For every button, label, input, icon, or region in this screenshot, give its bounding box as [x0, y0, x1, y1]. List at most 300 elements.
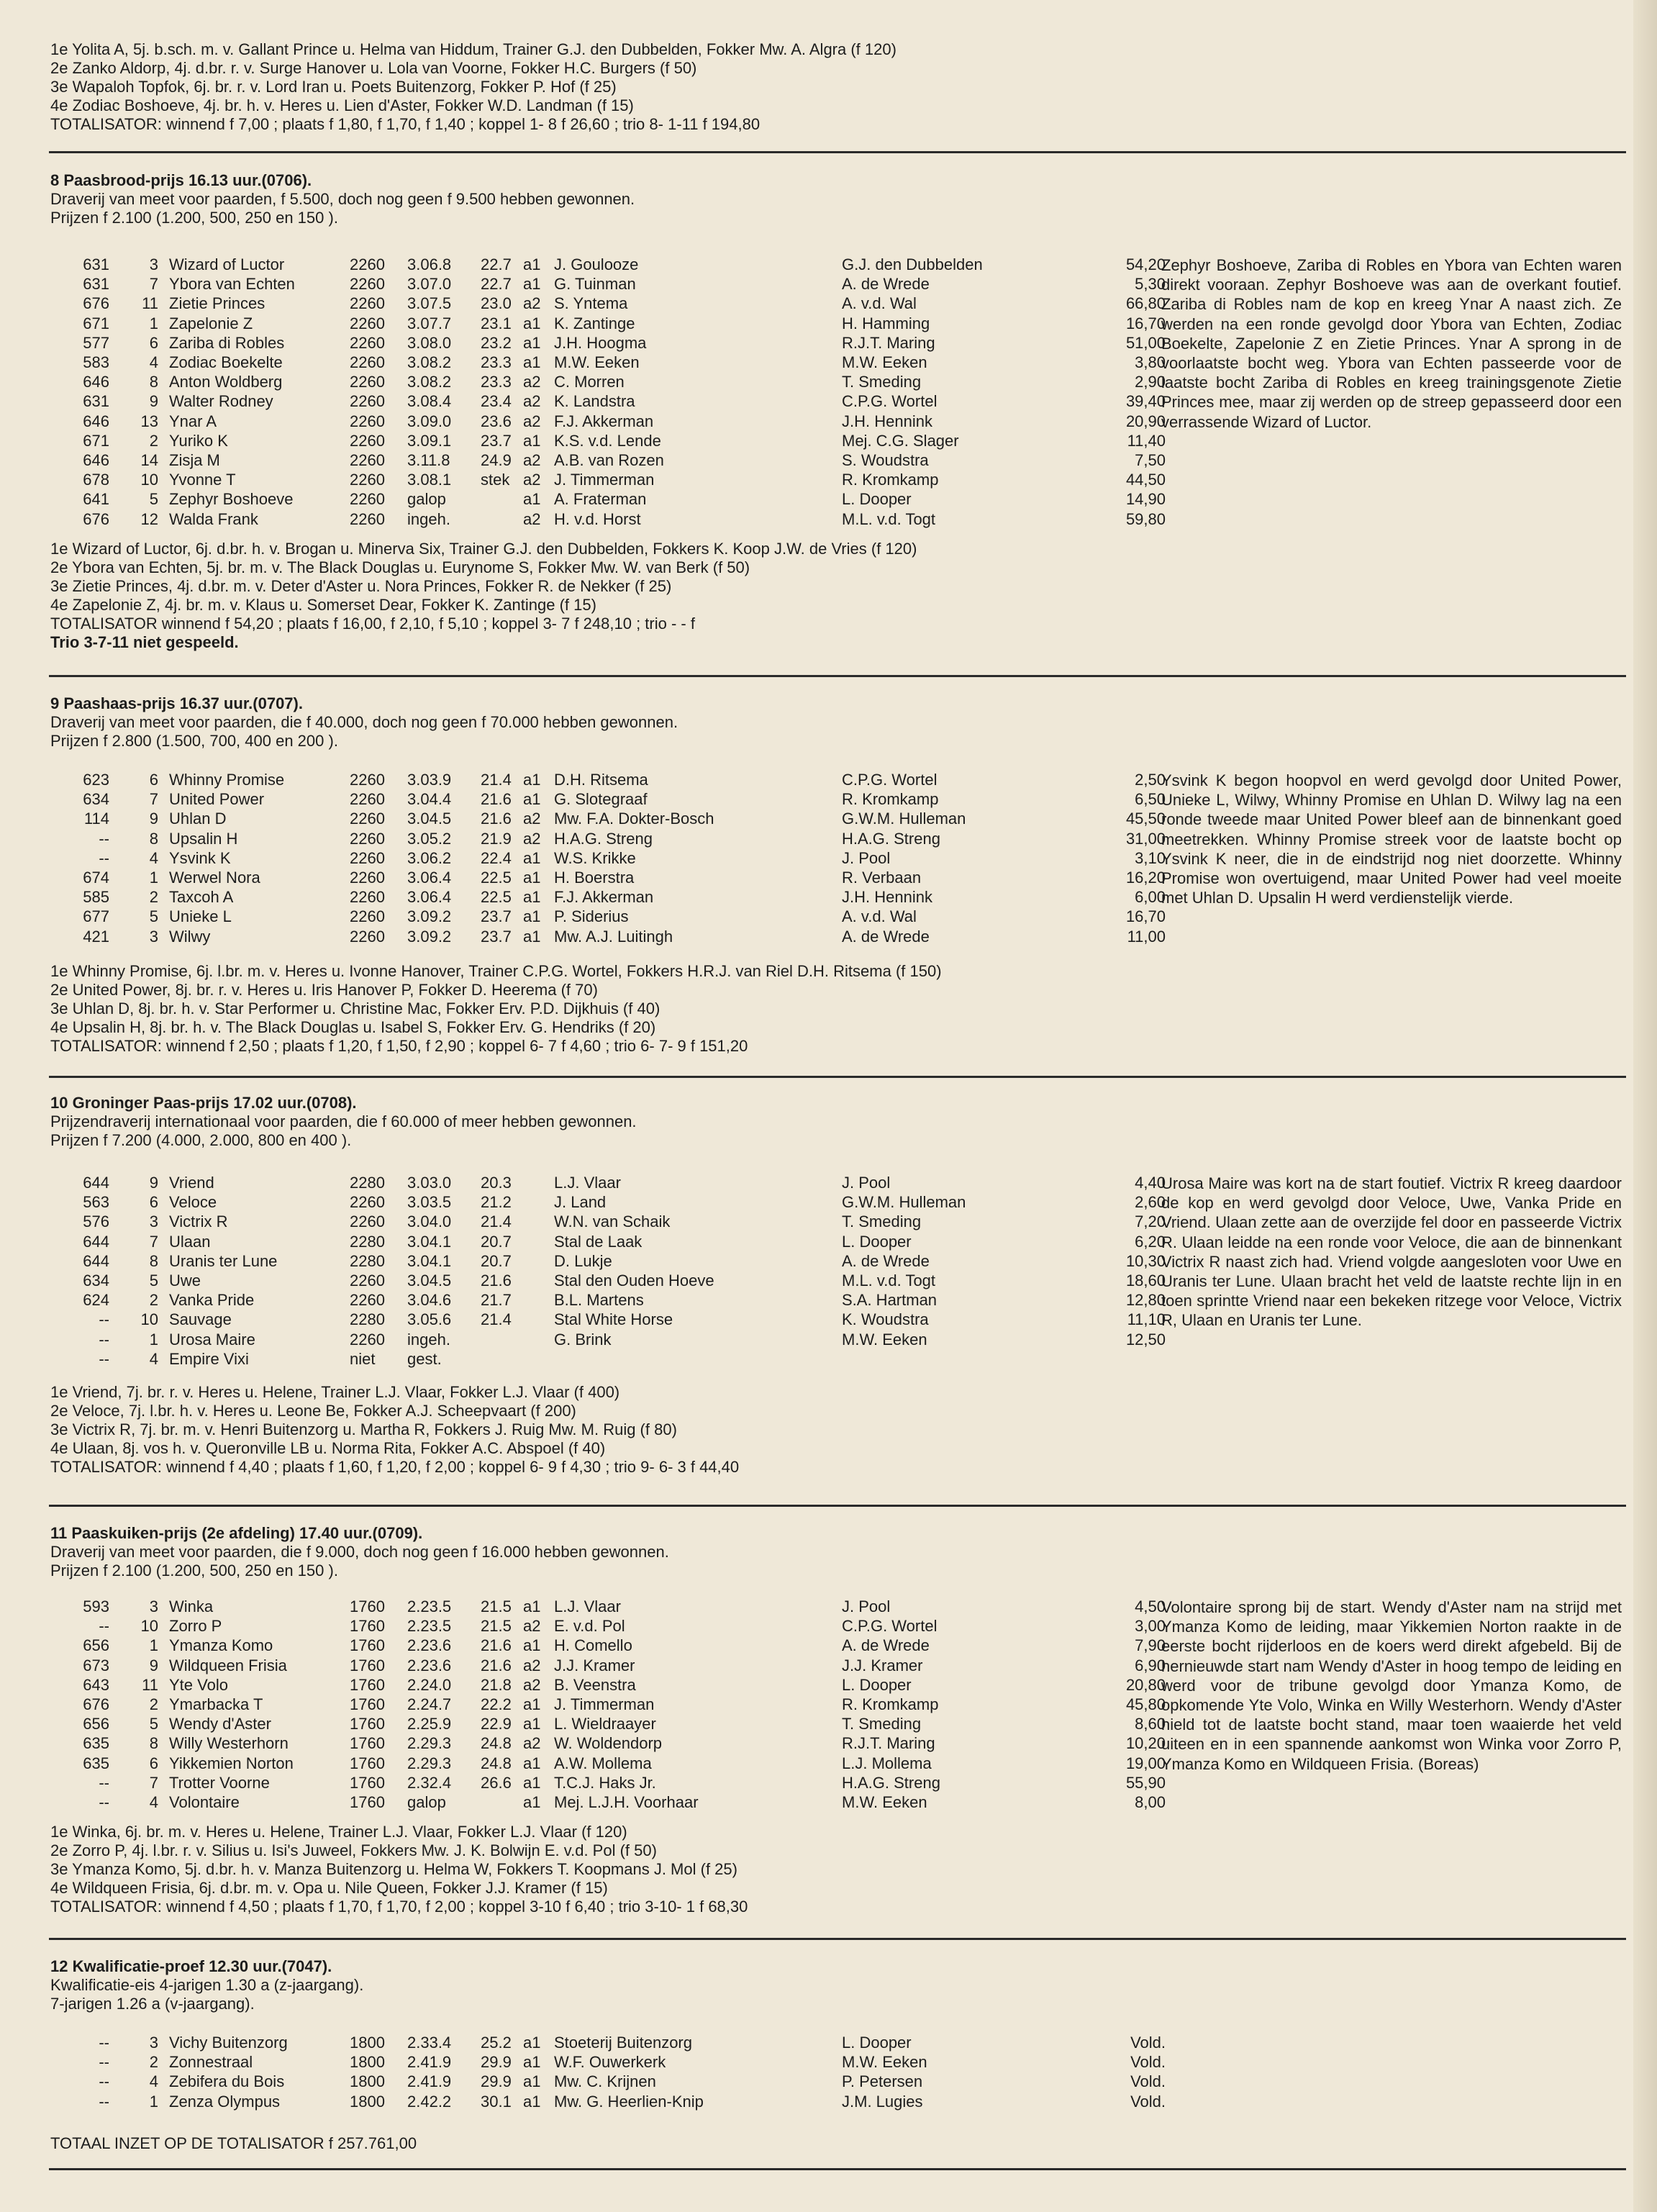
class: a1: [523, 869, 541, 887]
class: a1: [523, 353, 541, 371]
trainer: G.J. den Dubbelden: [842, 255, 983, 273]
class: a2: [523, 509, 541, 528]
odds: 51,00: [1125, 333, 1166, 352]
start-number: 11: [142, 294, 158, 313]
start-number: 10: [140, 471, 158, 489]
trainer: J.M. Lugies: [842, 2092, 923, 2111]
odds: 44,50: [1125, 471, 1166, 489]
class: a2: [523, 451, 541, 469]
distance: 2280: [350, 1251, 385, 1270]
horse-name: Walter Rodney: [169, 392, 273, 411]
driver: Stal de Laak: [554, 1232, 643, 1251]
start-number: 14: [140, 451, 158, 469]
time: 2.23.6: [407, 1656, 452, 1674]
class: a2: [523, 1675, 541, 1694]
horse-name: Uranis ter Lune: [169, 1251, 278, 1270]
odds: 45,50: [1125, 810, 1166, 828]
class: a1: [523, 2072, 541, 2091]
start-number: 1: [149, 2092, 158, 2111]
driver: H. Boerstra: [554, 869, 635, 887]
trainer: J.H. Hennink: [842, 888, 932, 907]
horse-name: Ulaan: [169, 1232, 211, 1251]
trainer: J. Pool: [842, 1174, 891, 1192]
driver: Mw. C. Krijnen: [554, 2072, 656, 2091]
trainer: M.W. Eeken: [842, 1330, 927, 1348]
prev-ref: 646: [83, 451, 109, 469]
trainer: M.W. Eeken: [842, 2053, 927, 2072]
prev-ref: 624: [83, 1291, 109, 1310]
start-number: 4: [149, 1349, 158, 1368]
km-time: 21.6: [481, 810, 512, 828]
trainer: R.J.T. Maring: [842, 333, 935, 352]
km-time: 29.9: [481, 2072, 512, 2091]
odds: 2,60: [1135, 1193, 1166, 1212]
odds: 18,60: [1125, 1272, 1166, 1289]
start-number: 7: [149, 275, 158, 294]
odds: 10,20: [1125, 1734, 1166, 1753]
distance: 2280: [350, 1232, 385, 1251]
prev-ref: --: [99, 1310, 109, 1329]
distance: 2260: [350, 314, 385, 332]
odds: 20,90: [1125, 412, 1166, 430]
result-line: TOTALISATOR: winnend f 2,50 ; plaats f 1,20, f 1,50, f 2,90 ; koppel 6- 7 f 4,60 ; trio 6- 7- 9 f 151,20: [50, 1037, 748, 1055]
km-time: 21.5: [481, 1617, 512, 1636]
time: 2.23.6: [407, 1636, 452, 1655]
time: 2.32.4: [407, 1773, 452, 1792]
distance: 1760: [350, 1597, 385, 1615]
result-line: 2e Zorro P, 4j. l.br. r. v. Silius u. Isi's Juweel, Fokkers Mw. J. K. Bolwijn E. v.d. Pol (f 50): [50, 1841, 657, 1859]
time: 3.03.9: [407, 771, 452, 789]
driver: L.J. Vlaar: [554, 1597, 621, 1615]
start-number: 3: [149, 927, 158, 946]
race-commentary: Urosa Maire was kort na de start foutief. Victrix R kreeg daardoor de kop en werd gevolgd door Veloce, Uwe, Vanka Pride en Vriend. Ulaan zette aan de overzijde fel door en passeerde Victrix R. Ulaan leidde na een ronde voor Veloce, die aan de binnenkant Victrix R naast zich had. Vriend volgde aangesloten voor Uwe en Uranis ter Lune. Ulaan bracht het veld de laatste rechte lijn in en toen sprintte Vriend naar een bekeken ritzege voor Veloce, Victrix R, Ulaan en Uranis ter Lune.: [1161, 1174, 1622, 1330]
driver: C. Morren: [554, 373, 625, 391]
prev-ref: --: [99, 1793, 109, 1811]
class: a1: [523, 1597, 541, 1615]
km-time: 21.9: [481, 829, 512, 848]
prev-ref: 676: [83, 509, 109, 528]
driver: Stal den Ouden Hoeve: [554, 1272, 714, 1289]
page-edge: [1633, 0, 1657, 2212]
driver: D. Lukje: [554, 1251, 612, 1270]
odds: 16,20: [1125, 869, 1166, 887]
distance: 2260: [350, 412, 385, 430]
time: 3.03.5: [407, 1193, 452, 1212]
distance: 1760: [350, 1793, 385, 1811]
horse-name: Walda Frank: [169, 509, 258, 528]
horse-name: Yvonne T: [169, 471, 236, 489]
start-number: 2: [149, 2053, 158, 2072]
class: a1: [523, 1793, 541, 1811]
horse-name: Volontaire: [169, 1793, 240, 1811]
distance: 2260: [350, 509, 385, 528]
start-number: 3: [149, 1597, 158, 1615]
km-time: 23.3: [481, 373, 512, 391]
horse-name: Taxcoh A: [169, 888, 234, 907]
distance: 1800: [350, 2072, 385, 2091]
race-commentary: Zephyr Boshoeve, Zariba di Robles en Ybora van Echten waren direkt vooraan. Zephyr Boshoeve was aan de overkant foutief. Zariba di Robles nam de kop en kreeg Ynar A naast zich. Ze werden na een ronde gevolgd door Ybora van Echten, Zodiac Boekelte, Zapelonie Z en Zietie Princes. Ynar A sprong in de voorlaatste bocht weg. Ybora van Echten passeerde voor de laatste bocht Zariba di Robles en kreeg trainingsgenote Zietie Princes mee, maar zij werden op de streep gepasseerd door een verrassende Wizard of Luctor.: [1161, 256, 1622, 431]
distance: 1800: [350, 2092, 385, 2111]
time: 3.04.5: [407, 1272, 452, 1289]
result-line: 2e Ybora van Echten, 5j. br. m. v. The Black Douglas u. Eurynome S, Fokker Mw. W. van Berk (f 50): [50, 558, 750, 576]
trainer: T. Smeding: [842, 1212, 922, 1231]
horse-name: Zodiac Boekelte: [169, 353, 283, 371]
distance: 2260: [350, 392, 385, 411]
race-commentary: Ysvink K begon hoopvol en werd gevolgd door United Power, Unieke L, Wilwy, Whinny Promise en Uhlan D. Wilwy lag na een ronde tweede maar United Power bleef aan de binnenkant goed meetrekken. Whinny Promise streek voor de laatste bocht op Ysvink K neer, die in de eindstrijd nog niet doorzette. Whinny Promise won overtuigend, maar United Power had veel moeite met Uhlan D. Upsalin H werd verdienstelijk vierde.: [1161, 771, 1622, 907]
start-number: 5: [149, 490, 158, 509]
km-time: 21.6: [481, 1272, 512, 1289]
horse-name: Ybora van Echten: [169, 275, 295, 294]
distance: 2260: [350, 490, 385, 509]
odds: 12,80: [1125, 1291, 1166, 1310]
time: 3.04.4: [407, 790, 452, 809]
result-line: 3e Zietie Princes, 4j. d.br. m. v. Deter d'Aster u. Nora Princes, Fokker R. de Nekker (f 25): [50, 577, 672, 595]
prev-ref: --: [99, 829, 109, 848]
odds: 4,40: [1135, 1174, 1166, 1192]
horse-name: Unieke L: [169, 907, 232, 926]
trainer: G.W.M. Hulleman: [842, 1193, 966, 1212]
trainer: A. v.d. Wal: [842, 294, 917, 313]
distance: 1760: [350, 1734, 385, 1753]
start-number: 2: [149, 431, 158, 450]
trainer: L. Dooper: [842, 1675, 912, 1694]
race-description: Prijzen f 2.100 (1.200, 500, 250 en 150 ).: [50, 1561, 338, 1579]
horse-name: Zariba di Robles: [169, 333, 285, 352]
time: 3.06.4: [407, 869, 452, 887]
odds: 55,90: [1125, 1773, 1166, 1792]
driver: J. Timmerman: [554, 1695, 655, 1713]
odds: 16,70: [1125, 907, 1166, 926]
trainer: J.H. Hennink: [842, 412, 932, 430]
time: galop: [407, 1793, 446, 1811]
prev-ref: 678: [83, 471, 109, 489]
horse-name: Zapelonie Z: [169, 314, 253, 332]
start-number: 9: [149, 1174, 158, 1192]
time: 3.08.1: [407, 471, 452, 489]
time: 3.07.5: [407, 294, 452, 313]
result-line: 1e Wizard of Luctor, 6j. d.br. h. v. Brogan u. Minerva Six, Trainer G.J. den Dubbelden, Fokkers K. Koop J.W. de Vries (f 120): [50, 540, 917, 558]
prev-ref: 585: [83, 888, 109, 907]
horse-name: Ymarbacka T: [169, 1695, 263, 1713]
race-description: Draverij van meet voor paarden, f 5.500, doch nog geen f 9.500 hebben gewonnen.: [50, 190, 635, 208]
driver: F.J. Akkerman: [554, 412, 654, 430]
class: a2: [523, 471, 541, 489]
driver: Stal White Horse: [554, 1310, 673, 1329]
odds: Vold.: [1130, 2072, 1166, 2091]
prev-ref: 635: [83, 1734, 109, 1753]
distance: 2260: [350, 294, 385, 313]
time: 2.29.3: [407, 1734, 452, 1753]
driver: A.B. van Rozen: [554, 451, 664, 469]
distance: 2260: [350, 927, 385, 946]
intro-line: 3e Wapaloh Topfok, 6j. br. r. v. Lord Iran u. Poets Buitenzorg, Fokker P. Hof (f 25): [50, 78, 617, 96]
class: a1: [523, 2092, 541, 2111]
odds: 2,50: [1135, 771, 1166, 789]
result-line: TOTALISATOR: winnend f 4,40 ; plaats f 1,60, f 1,20, f 2,00 ; koppel 6- 9 f 4,30 ; trio 9- 6- 3 f 44,40: [50, 1458, 740, 1476]
trainer: M.L. v.d. Togt: [842, 1272, 936, 1289]
start-number: 3: [149, 2034, 158, 2052]
prev-ref: 635: [83, 1754, 109, 1772]
result-line: 2e United Power, 8j. br. r. v. Heres u. Iris Hanover P, Fokker D. Heerema (f 70): [50, 981, 598, 999]
km-time: 21.8: [481, 1675, 512, 1694]
start-number: 2: [149, 1291, 158, 1310]
odds: 3,80: [1135, 353, 1166, 371]
driver: B.L. Martens: [554, 1291, 644, 1310]
odds: 20,80: [1125, 1675, 1166, 1694]
start-number: 7: [149, 790, 158, 809]
prev-ref: --: [99, 2034, 109, 2052]
driver: W. Woldendorp: [554, 1734, 663, 1753]
time: 2.41.9: [407, 2053, 452, 2072]
distance: 2260: [350, 333, 385, 352]
trainer: A. v.d. Wal: [842, 907, 917, 926]
driver: W.S. Krikke: [554, 848, 636, 867]
time: 2.41.9: [407, 2072, 452, 2091]
section-divider: [49, 1076, 1626, 1078]
trainer: H. Hamming: [842, 314, 930, 332]
horse-name: Sauvage: [169, 1310, 232, 1329]
race-description: Draverij van meet voor paarden, die f 40.000, doch nog geen f 70.000 hebben gewonnen.: [50, 713, 678, 731]
km-time: 22.5: [481, 869, 512, 887]
horse-name: Zorro P: [169, 1617, 222, 1636]
trainer: H.A.G. Streng: [842, 829, 940, 848]
km-time: 30.1: [481, 2092, 512, 2111]
distance: 1760: [350, 1695, 385, 1713]
km-time: 21.6: [481, 790, 512, 809]
horse-name: Zebifera du Bois: [169, 2072, 285, 2091]
prev-ref: --: [99, 1330, 109, 1348]
result-line: 4e Ulaan, 8j. vos h. v. Queronville LB u. Norma Rita, Fokker A.C. Abspoel (f 40): [50, 1439, 606, 1457]
trainer: A. de Wrede: [842, 1636, 930, 1655]
horse-name: Willy Westerhorn: [169, 1734, 289, 1753]
odds: 6,50: [1135, 790, 1166, 809]
start-number: 12: [140, 509, 158, 528]
class: a2: [523, 1734, 541, 1753]
horse-name: Yuriko K: [169, 431, 228, 450]
distance: 1760: [350, 1715, 385, 1733]
driver: J. Timmerman: [554, 471, 655, 489]
start-number: 8: [149, 829, 158, 848]
trainer: R.J.T. Maring: [842, 1734, 935, 1753]
race-description: Prijzen f 7.200 (4.000, 2.000, 800 en 400 ).: [50, 1131, 352, 1149]
section-divider: [49, 1938, 1626, 1940]
odds: Vold.: [1130, 2034, 1166, 2052]
odds: Vold.: [1130, 2053, 1166, 2072]
time: 3.04.5: [407, 810, 452, 828]
prev-ref: 576: [83, 1212, 109, 1231]
class: a2: [523, 829, 541, 848]
class: a1: [523, 1636, 541, 1655]
time: 3.04.1: [407, 1232, 452, 1251]
start-number: 10: [140, 1310, 158, 1329]
odds: 3,10: [1135, 848, 1166, 867]
time: 3.08.2: [407, 373, 452, 391]
trainer: A. de Wrede: [842, 275, 930, 294]
class: a1: [523, 255, 541, 273]
class: a1: [523, 888, 541, 907]
trainer: C.P.G. Wortel: [842, 1617, 938, 1636]
intro-line: TOTALISATOR: winnend f 7,00 ; plaats f 1,80, f 1,70, f 1,40 ; koppel 1- 8 f 26,60 ; trio 8- 1-11 f 194,80: [50, 115, 761, 133]
horse-name: Wilwy: [169, 927, 211, 946]
driver: J.H. Hoogma: [554, 333, 647, 352]
race-title: 12 Kwalificatie-proef 12.30 uur.(7047).: [50, 1957, 332, 1975]
km-time: 21.4: [481, 1212, 512, 1231]
trainer: G.W.M. Hulleman: [842, 810, 966, 828]
class: a1: [523, 490, 541, 509]
km-time: stek: [481, 471, 510, 489]
trainer: R. Kromkamp: [842, 1695, 939, 1713]
class: a2: [523, 1656, 541, 1674]
odds: 11,10: [1127, 1310, 1166, 1329]
class: a1: [523, 848, 541, 867]
time: 3.07.0: [407, 275, 452, 294]
start-number: 13: [140, 412, 158, 430]
driver: W.F. Ouwerkerk: [554, 2053, 666, 2072]
prev-ref: --: [99, 2053, 109, 2072]
start-number: 3: [149, 255, 158, 273]
distance: 1760: [350, 1773, 385, 1792]
prev-ref: --: [99, 1773, 109, 1792]
driver: L. Wieldraayer: [554, 1715, 656, 1733]
prev-ref: 583: [83, 353, 109, 371]
prev-ref: --: [99, 2072, 109, 2091]
odds: 3,00: [1135, 1617, 1166, 1636]
driver: J. Goulooze: [554, 255, 639, 273]
distance: 1760: [350, 1656, 385, 1674]
driver: J. Land: [554, 1193, 607, 1212]
class: a1: [523, 1715, 541, 1733]
time: 2.29.3: [407, 1754, 452, 1772]
driver: A.W. Mollema: [554, 1754, 652, 1772]
section-divider: [49, 2168, 1626, 2170]
start-number: 4: [149, 353, 158, 371]
prev-ref: 623: [83, 771, 109, 789]
horse-name: Veloce: [169, 1193, 217, 1212]
driver: G. Tuinman: [554, 275, 636, 294]
km-time: 22.7: [481, 275, 512, 294]
odds: 14,90: [1125, 490, 1166, 509]
odds: 45,80: [1125, 1695, 1166, 1713]
distance: 2260: [350, 353, 385, 371]
prev-ref: 577: [83, 333, 109, 352]
trainer: L.J. Mollema: [842, 1754, 932, 1772]
km-time: 21.4: [481, 771, 512, 789]
distance: 2260: [350, 373, 385, 391]
time: 3.06.2: [407, 848, 452, 867]
trainer: T. Smeding: [842, 1715, 922, 1733]
distance: 2260: [350, 790, 385, 809]
distance: 2260: [350, 275, 385, 294]
trainer: Mej. C.G. Slager: [842, 431, 959, 450]
trainer: C.P.G. Wortel: [842, 392, 938, 411]
class: a2: [523, 1617, 541, 1636]
start-number: 2: [149, 1695, 158, 1713]
distance: 2260: [350, 810, 385, 828]
class: a2: [523, 810, 541, 828]
horse-name: Wizard of Luctor: [169, 255, 285, 273]
odds: 12,50: [1125, 1330, 1166, 1348]
trainer: A. de Wrede: [842, 1251, 930, 1270]
result-line: TOTALISATOR: winnend f 4,50 ; plaats f 1,70, f 1,70, f 2,00 ; koppel 3-10 f 6,40 ; trio 3-10- 1 f 68,30: [50, 1898, 748, 1916]
horse-name: United Power: [169, 790, 265, 809]
prev-ref: 646: [83, 373, 109, 391]
km-time: 22.7: [481, 255, 512, 273]
driver: H.A.G. Streng: [554, 829, 653, 848]
km-time: 21.2: [481, 1193, 512, 1212]
trainer: M.L. v.d. Togt: [842, 509, 936, 528]
intro-line: 1e Yolita A, 5j. b.sch. m. v. Gallant Prince u. Helma van Hiddum, Trainer G.J. den Dubbelden, Fokker Mw. A. Algra (f 120): [50, 40, 896, 58]
prev-ref: 634: [83, 790, 109, 809]
horse-name: Yikkemien Norton: [169, 1754, 294, 1772]
time: 3.05.2: [407, 829, 452, 848]
driver: Mej. L.J.H. Voorhaar: [554, 1793, 699, 1811]
horse-name: Vichy Buitenzorg: [169, 2034, 288, 2052]
distance: 2260: [350, 1291, 385, 1310]
distance: 1760: [350, 1754, 385, 1772]
km-time: 24.8: [481, 1754, 512, 1772]
km-time: 20.7: [481, 1232, 512, 1251]
prev-ref: --: [99, 848, 109, 867]
km-time: 29.9: [481, 2053, 512, 2072]
odds: 66,80: [1125, 294, 1166, 313]
horse-name: Empire Vixi: [169, 1349, 249, 1368]
distance: 2260: [350, 1212, 385, 1231]
prev-ref: 631: [83, 255, 109, 273]
driver: Stoeterij Buitenzorg: [554, 2034, 692, 2052]
driver: G. Brink: [554, 1330, 612, 1348]
odds: 6,00: [1135, 888, 1166, 907]
prev-ref: 671: [83, 431, 109, 450]
time: 3.06.4: [407, 888, 452, 907]
distance: 1760: [350, 1636, 385, 1655]
km-time: 21.4: [481, 1310, 512, 1329]
odds: Vold.: [1130, 2092, 1166, 2111]
odds: 5,30: [1135, 275, 1166, 294]
trainer: L. Dooper: [842, 1232, 912, 1251]
race-title: 10 Groninger Paas-prijs 17.02 uur.(0708).: [50, 1094, 357, 1112]
trainer: J. Pool: [842, 1597, 891, 1615]
km-time: 22.5: [481, 888, 512, 907]
start-number: 6: [149, 333, 158, 352]
result-line: 2e Veloce, 7j. l.br. h. v. Heres u. Leone Be, Fokker A.J. Scheepvaart (f 200): [50, 1402, 576, 1420]
time: 3.04.1: [407, 1251, 452, 1270]
km-time: 25.2: [481, 2034, 512, 2052]
horse-name: Zenza Olympus: [169, 2092, 281, 2111]
driver: S. Yntema: [554, 294, 628, 313]
trainer: J.J. Kramer: [842, 1656, 923, 1674]
start-number: 8: [149, 1251, 158, 1270]
horse-name: Wildqueen Frisia: [169, 1656, 287, 1674]
class: a1: [523, 431, 541, 450]
start-number: 3: [149, 1212, 158, 1231]
total-stake: TOTAAL INZET OP DE TOTALISATOR f 257.761,00: [50, 2134, 417, 2152]
odds: 54,20: [1125, 255, 1166, 273]
prev-ref: 676: [83, 294, 109, 313]
odds: 8,00: [1135, 1793, 1166, 1811]
race-title: 11 Paaskuiken-prijs (2e afdeling) 17.40 uur.(0709).: [50, 1524, 423, 1542]
intro-line: 4e Zodiac Boshoeve, 4j. br. h. v. Heres u. Lien d'Aster, Fokker W.D. Landman (f 15): [50, 96, 634, 114]
horse-name: Werwel Nora: [169, 869, 260, 887]
start-number: 11: [142, 1675, 158, 1694]
km-time: 23.0: [481, 294, 512, 313]
km-time: 20.3: [481, 1174, 512, 1192]
horse-name: Vriend: [169, 1174, 214, 1192]
driver: Mw. A.J. Luitingh: [554, 927, 673, 946]
horse-name: Victrix R: [169, 1212, 228, 1231]
start-number: 5: [149, 907, 158, 926]
odds: 4,50: [1135, 1597, 1166, 1615]
trainer: P. Petersen: [842, 2072, 923, 2091]
